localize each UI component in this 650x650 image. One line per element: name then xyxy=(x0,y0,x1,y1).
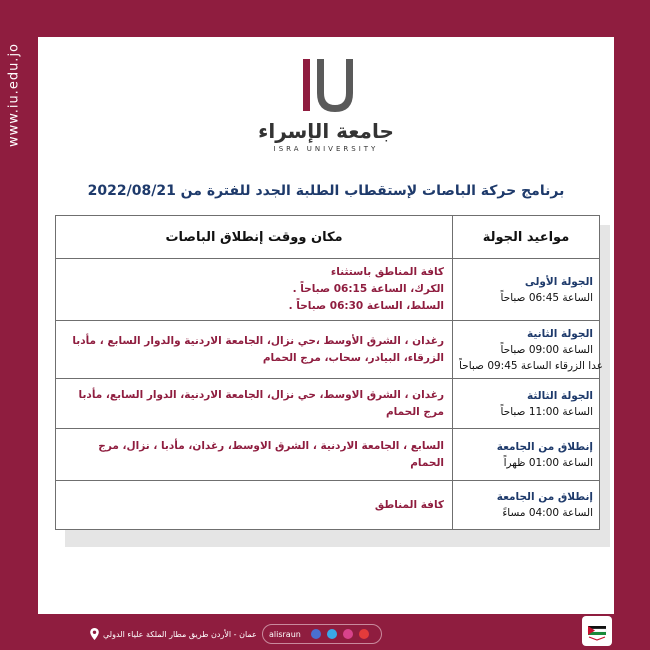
round-time-cell xyxy=(453,429,600,481)
round-places-cell xyxy=(56,379,453,429)
table-row xyxy=(56,321,600,379)
table-row xyxy=(56,379,600,429)
round-places-cell xyxy=(56,259,453,321)
location-pin-icon xyxy=(90,628,99,640)
place-line: السلط، الساعة 06:30 صباحاً . xyxy=(288,300,444,312)
round-name: الجولة الأولى xyxy=(524,275,593,288)
round-time-cell xyxy=(453,379,600,429)
round-places-cell xyxy=(56,321,453,379)
place-line: كافة المناطق باستثناء xyxy=(330,266,444,278)
site-url: www.iu.edu.jo xyxy=(6,43,22,148)
place-line: الزرقاء، البيادر، سحاب، مرج الحمام xyxy=(262,351,444,364)
place-line: الكرك، الساعة 06:15 صباحاً . xyxy=(292,283,444,295)
table-row xyxy=(56,481,600,530)
footer-bar xyxy=(0,618,650,650)
round-time-cell xyxy=(453,481,600,530)
iu-logo-icon xyxy=(291,55,361,115)
table-row xyxy=(56,259,600,321)
round-name: الجولة الثانية xyxy=(526,327,593,340)
place-line: كافة المناطق xyxy=(374,498,444,511)
footer-address xyxy=(90,628,257,640)
round-time: الساعة 01:00 ظهراً xyxy=(503,456,593,469)
round-places-cell xyxy=(56,481,453,530)
round-name: إنطلاق من الجامعة xyxy=(496,491,593,503)
round-places-cell xyxy=(56,429,453,481)
round-time: الساعة 06:45 صباحاً xyxy=(500,291,593,304)
round-exception: عدا الزرقاء الساعة 09:45 صباحاً xyxy=(459,359,603,372)
bus-schedule-table xyxy=(55,215,603,530)
header-departure-places: مكان ووقت إنطلاق الباصات xyxy=(56,216,453,259)
table-header-row xyxy=(56,216,600,259)
social-links xyxy=(262,624,382,644)
round-time-cell xyxy=(453,259,600,321)
round-time: الساعة 09:00 صباحاً xyxy=(500,343,593,356)
place-line: رغدان ، الشرق الاوسط، حي نزال، الجامعة الاردنية، الدوار السابع، مأدبا xyxy=(78,388,444,401)
facebook-icon[interactable] xyxy=(311,629,321,639)
logo-english-name: ISRA UNIVERSITY xyxy=(273,145,379,153)
instagram-icon[interactable] xyxy=(343,629,353,639)
round-time: الساعة 11:00 صباحاً xyxy=(500,405,593,418)
jordan-flag-icon xyxy=(586,620,608,642)
round-time-cell xyxy=(453,321,603,379)
place-line: السابع ، الجامعة الاردنية ، الشرق الاوسط، رغدان، مأدبا ، نزال، مرج الحمام xyxy=(98,439,444,469)
youtube-icon[interactable] xyxy=(359,629,369,639)
header-round-times: مواعيد الجولة xyxy=(453,216,600,259)
social-handle: alisraun xyxy=(269,629,301,639)
logo-arabic-name: جامعة الإسراء xyxy=(258,119,394,143)
twitter-icon[interactable] xyxy=(327,629,337,639)
schedule-title: برنامج حركة الباصات لإستقطاب الطلبة الجدد للفترة من 2022/08/21 xyxy=(87,183,565,199)
jordan-badge xyxy=(582,616,612,646)
poster-card xyxy=(38,37,614,614)
place-line: رغدان ، الشرق الأوسط ،حي نزال، الجامعة الاردنية والدوار السابع ، مأدبا xyxy=(72,334,444,347)
table-row xyxy=(56,429,600,481)
round-name: الجولة الثالثة xyxy=(526,389,593,402)
university-logo xyxy=(38,55,614,153)
address-text: عمان - الأردن طريق مطار الملكة علياء الدولي xyxy=(103,629,257,639)
round-time: الساعة 04:00 مساءً xyxy=(502,507,593,519)
place-line: مرج الحمام xyxy=(385,405,444,418)
round-name: إنطلاق من الجامعة xyxy=(496,440,593,453)
